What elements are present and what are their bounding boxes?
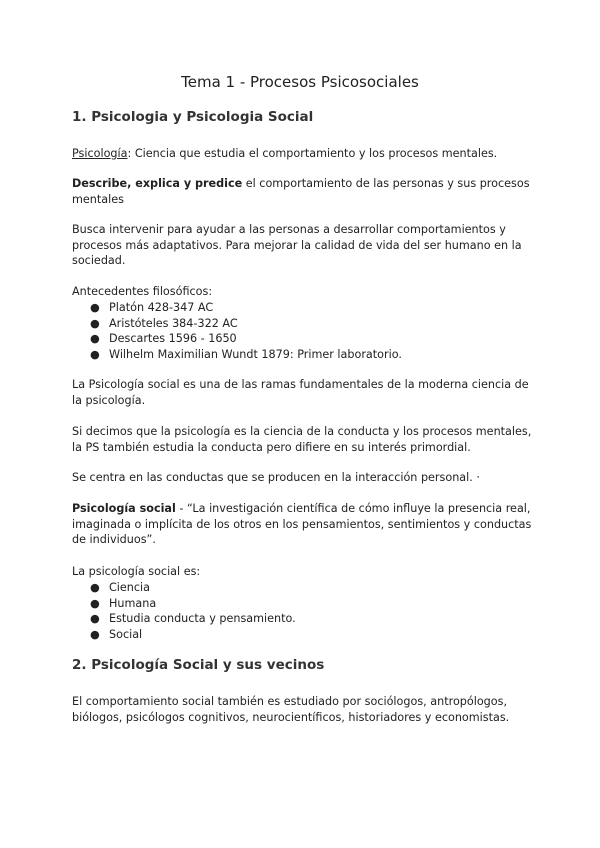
definition-text: : Ciencia que estudia el comportamiento y los procesos mentales. [127, 147, 498, 160]
list-item-text: Ciencia [109, 581, 151, 594]
bullet-icon: ● [90, 316, 100, 330]
busca-line1: Busca intervenir para ayudar a las personas a desarrollar comportamientos y [72, 223, 506, 236]
busca-paragraph [72, 222, 532, 269]
bullet-icon: ● [90, 627, 100, 641]
bullet-icon: ● [90, 301, 100, 314]
describe-line2: mentales [72, 192, 124, 206]
list-item-text: Estudia conducta y pensamiento. [109, 612, 296, 625]
section1-heading: 1. Psicologia y Psicologia Social [72, 109, 314, 125]
list-item [72, 611, 296, 627]
list-item-text: Humana [109, 596, 157, 610]
list-item [72, 331, 402, 347]
si-paragraph [72, 424, 532, 455]
es-label: La psicología social es: [72, 565, 201, 578]
section2-heading: 2. Psicología Social y sus vecinos [72, 657, 325, 673]
bullet-icon: ● [90, 347, 100, 361]
document-title: Tema 1 - Procesos Psicosociales [181, 73, 419, 91]
list-item [72, 316, 402, 332]
list-item [72, 580, 296, 596]
list-item [72, 347, 402, 363]
ps-bold: Psicología social [72, 502, 176, 515]
list-item-text: Wilhelm Maximilian Wundt 1879: Primer laboratorio. [109, 347, 402, 361]
list-item-text: Platón 428-347 AC [109, 301, 214, 314]
rama-line2: la psicología. [72, 393, 146, 407]
antecedentes-label: Antecedentes filosóficos: [72, 285, 213, 298]
ps-line2: imaginada o implícita de los otros en los pensamientos, sentimientos y conductas [72, 517, 532, 531]
list-item [72, 300, 402, 316]
es-list [72, 580, 296, 642]
section2-paragraph [72, 694, 532, 725]
rama-line1: La Psicología social es una de las ramas fundamentales de la moderna ciencia de [72, 378, 529, 391]
section2-line1: El comportamiento social también es estudiado por sociólogos, antropólogos, [72, 695, 508, 708]
antecedentes-list [72, 300, 402, 362]
describe-line1: el comportamiento de las personas y sus procesos [242, 177, 530, 190]
bullet-icon: ● [90, 612, 100, 625]
list-item [72, 627, 296, 643]
ps-line3: de individuos”. [72, 533, 156, 546]
busca-line3: sociedad. [72, 254, 126, 267]
describe-paragraph [72, 176, 532, 207]
list-item-text: Aristóteles 384-322 AC [109, 316, 238, 330]
si-line2: la PS también estudia la conducta pero difiere en su interés primordial. [72, 440, 471, 454]
definition-term: Psicología [72, 147, 128, 160]
ps-line1: - “La investigación científica de cómo influye la presencia real, [175, 502, 531, 515]
list-item-text: Social [109, 627, 143, 641]
si-line1: Si decimos que la psicología es la ciencia de la conducta y los procesos mentales, [72, 425, 532, 438]
definition-paragraph [72, 146, 532, 162]
bullet-icon: ● [90, 596, 100, 610]
list-item-text: Descartes 1596 - 1650 [109, 332, 237, 345]
bullet-icon: ● [90, 332, 100, 345]
bullet-icon: ● [90, 581, 100, 594]
busca-line2: procesos más adaptativos. Para mejorar la calidad de vida del ser humano en la [72, 238, 522, 252]
ps-definition-paragraph [72, 501, 532, 548]
list-item [72, 596, 296, 612]
centra-paragraph: Se centra en las conductas que se producen en la interacción personal. · [72, 471, 480, 484]
rama-paragraph [72, 377, 532, 408]
describe-bold: Describe, explica y predice [72, 177, 243, 190]
section2-line2: biólogos, psicólogos cognitivos, neurocientíficos, historiadores y economistas. [72, 710, 510, 724]
